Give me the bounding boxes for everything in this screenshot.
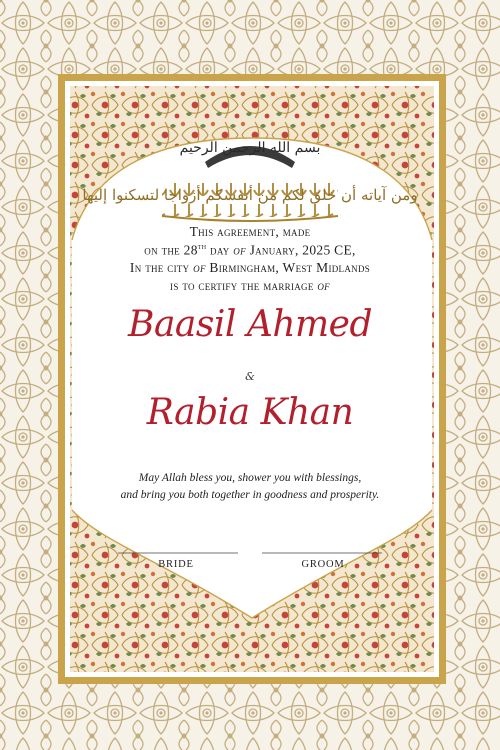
- bride-label: BRIDE: [158, 559, 194, 570]
- blessing-line-1: May Allah bless you, shower you with blessings,: [138, 472, 362, 484]
- certify-line: is to certify the marriage of: [170, 278, 330, 293]
- quran-verse-text: ومن آياته أن خلق لكم من أنفسكم أزواجا لتسكنوا إليها: [82, 186, 418, 204]
- groom-label: GROOM: [301, 559, 345, 570]
- ampersand: &: [245, 370, 255, 383]
- blessing-line-2: and bring you both together in goodness and prosperity.: [120, 489, 380, 501]
- agreement-line: This agreement, made: [189, 224, 311, 239]
- city-line: In the city of Birmingham, West Midlands: [129, 260, 371, 275]
- groom-name: Baasil Ahmed: [128, 304, 372, 345]
- date-line: on the 28th day of January, 2025 CE,: [144, 242, 356, 258]
- bismillah-text: بسم الله الرحمن الرحيم: [179, 140, 321, 156]
- bride-name: Rabia Khan: [146, 392, 354, 433]
